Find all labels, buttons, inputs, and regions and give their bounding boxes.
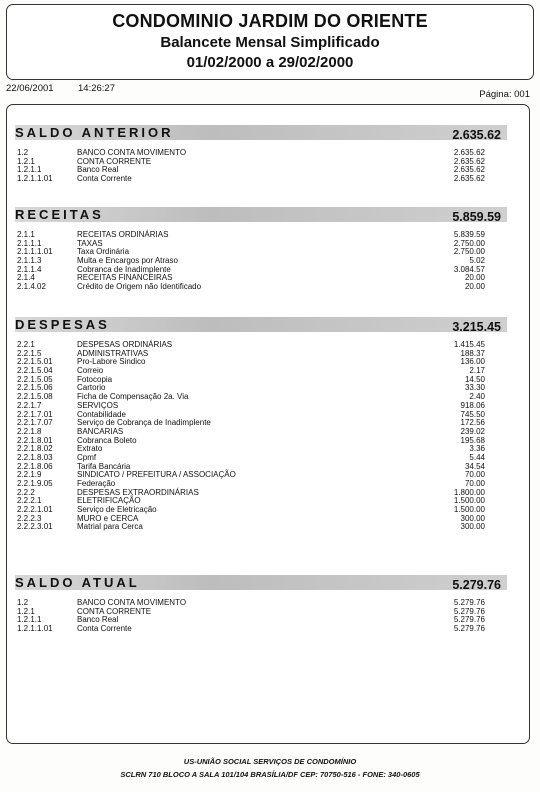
account-description: Pro-Labore Sindico [77, 357, 146, 367]
report-period: 01/02/2000 a 29/02/2000 [186, 54, 354, 71]
footer-address: SCLRN 710 BLOCO A SALA 101/104 BRASÍLIA/DF CEP: 70750-516 - FONE: 340-0605 [120, 770, 420, 779]
section-total: 5.859.59 [452, 210, 501, 224]
account-value: 5.44 [469, 452, 485, 462]
account-code: 2.2.1.5.04 [17, 366, 53, 376]
entry-list [7, 149, 529, 184]
section-total: 3.215.45 [452, 320, 501, 334]
account-description: Federação [77, 479, 116, 488]
account-value: 1.500.00 [453, 496, 485, 506]
account-description: DESPESAS EXTRAORDINÁRIAS [77, 487, 199, 497]
account-code: 2.2.1.9 [17, 470, 42, 480]
account-description: Conta Corrente [77, 624, 132, 634]
account-description: Cartorio [77, 383, 106, 393]
account-value: 70.00 [464, 470, 485, 480]
account-code: 2.2.1.5.01 [17, 357, 53, 367]
account-code: 2.1.1.3 [17, 256, 42, 266]
account-value: 2.750.00 [453, 238, 485, 248]
account-description: Banco Real [77, 615, 119, 625]
report-title: CONDOMINIO JARDIM DO ORIENTE [112, 11, 428, 31]
account-value: 2.17 [469, 366, 485, 376]
account-value: 2.40 [469, 392, 485, 402]
section-total: 5.279.76 [452, 578, 501, 592]
account-description: Extrato [77, 444, 103, 454]
account-code: 2.2.1.5.06 [17, 383, 53, 393]
account-code: 1.2.1.1.01 [17, 174, 53, 184]
account-value: 3.084.57 [453, 264, 485, 274]
account-value: 5.279.76 [453, 615, 485, 625]
account-description: Ficha de Compensação 2a. Via [77, 392, 189, 402]
section-title: RECEITAS [15, 207, 104, 222]
account-value: 1.500.00 [453, 505, 485, 515]
account-value: 5.279.76 [453, 606, 485, 616]
account-description: BANCARIAS [77, 426, 124, 436]
account-description: Conta Corrente [77, 174, 132, 184]
account-description: BANCO CONTA MOVIMENTO [77, 598, 187, 607]
account-code: 2.2.1 [17, 340, 35, 349]
account-description: BANCO CONTA MOVIMENTO [77, 148, 187, 157]
account-value: 2.635.62 [453, 174, 485, 184]
section-total: 2.635.62 [452, 128, 501, 142]
account-code: 2.2.1.5 [17, 348, 42, 358]
section-title: SALDO ATUAL [15, 575, 140, 590]
account-code: 2.2.1.7 [17, 400, 42, 410]
account-code: 2.2.1.8.03 [17, 452, 53, 462]
account-description: CONTA CORRENTE [77, 156, 152, 166]
entry-list [7, 599, 529, 634]
account-description: Cobranca de Inadimplente [77, 264, 171, 274]
account-description: ELETRIFICAÇÃO [77, 496, 141, 506]
account-code: 1.2.1 [17, 156, 35, 166]
account-code: 2.1.1.1.01 [17, 247, 53, 257]
account-code: 2.2.1.7.01 [17, 409, 53, 419]
account-code: 2.1.1 [17, 230, 35, 239]
print-time: 14:26:27 [78, 83, 115, 94]
account-code: 2.1.4.02 [17, 282, 46, 292]
account-description: DESPESAS ORDINÁRIAS [77, 340, 173, 349]
account-description: Cobranca Boleto [77, 435, 137, 445]
table-row [7, 523, 529, 532]
account-value: 300.00 [460, 513, 485, 523]
account-description: ADMINISTRATIVAS [77, 348, 149, 358]
account-code: 2.2.2.1 [17, 496, 42, 506]
account-description: RECEITAS ORDINÁRIAS [77, 230, 169, 239]
account-code: 2.2.2.3 [17, 513, 42, 523]
account-description: Contabilidade [77, 409, 126, 419]
section-title: SALDO ANTERIOR [15, 125, 174, 140]
account-value: 5.279.76 [453, 624, 485, 634]
account-value: 34.54 [464, 461, 485, 471]
account-code: 2.2.1.5.08 [17, 392, 53, 402]
footer-company: US-UNIÃO SOCIAL SERVIÇOS DE CONDOMÍNIO [183, 757, 357, 766]
account-value: 136.00 [460, 357, 485, 367]
balance-sheet-body [6, 104, 530, 744]
account-code: 2.2.2 [17, 487, 35, 497]
account-value: 14.50 [464, 374, 485, 384]
account-value: 20.00 [464, 282, 485, 292]
account-code: 2.2.1.7.07 [17, 418, 53, 428]
table-row [7, 283, 529, 292]
account-code: 2.2.1.9.05 [17, 479, 53, 488]
table-row [7, 625, 529, 634]
account-value: 5.279.76 [453, 598, 485, 607]
account-description: Serviço de Cobrança de Inadimplente [77, 418, 211, 428]
print-date: 22/06/2001 [6, 83, 54, 94]
account-value: 239.02 [460, 426, 485, 436]
report-subtitle: Balancete Mensal Simplificado [160, 34, 380, 51]
account-value: 5.839.59 [453, 230, 485, 239]
account-code: 1.2.1 [17, 606, 35, 616]
account-code: 2.2.1.8.02 [17, 444, 53, 454]
account-description: Fotocopia [77, 374, 113, 384]
account-code: 2.2.1.8 [17, 426, 42, 436]
account-code: 2.2.2.1.01 [17, 505, 53, 515]
table-row [7, 175, 529, 184]
entry-list [7, 231, 529, 292]
account-description: SINDICATO / PREFEITURA / ASSOCIAÇÃO [77, 470, 236, 480]
account-description: CONTA CORRENTE [77, 606, 152, 616]
account-code: 2.1.4 [17, 273, 35, 283]
section-title: DESPESAS [15, 317, 110, 332]
account-code: 1.2 [17, 598, 29, 607]
account-description: TAXAS [77, 238, 103, 248]
report-header [6, 4, 534, 80]
account-description: Tarifa Bancária [77, 461, 131, 471]
account-description: Matrial para Cerca [77, 522, 143, 532]
account-description: Crédito de Origem não Identificado [77, 282, 202, 292]
account-value: 918.06 [460, 400, 485, 410]
account-description: Serviço de Eletricação [77, 505, 157, 515]
account-code: 2.1.1.4 [17, 264, 42, 274]
account-description: Correio [77, 366, 104, 376]
page-number: Página: 001 [479, 89, 530, 100]
account-description: RECEITAS FINANCEIRAS [77, 273, 173, 283]
account-value: 5.02 [469, 256, 485, 266]
account-value: 33.30 [464, 383, 485, 393]
account-code: 2.1.1.1 [17, 238, 42, 248]
account-value: 2.635.62 [453, 165, 485, 175]
account-value: 300.00 [460, 522, 485, 532]
account-code: 1.2 [17, 148, 29, 157]
account-description: Taxa Ordinária [77, 247, 130, 257]
account-value: 70.00 [464, 479, 485, 488]
account-value: 2.750.00 [453, 247, 485, 257]
account-code: 2.2.1.8.06 [17, 461, 53, 471]
account-code: 1.2.1.1 [17, 165, 42, 175]
entry-list [7, 341, 529, 532]
account-code: 1.2.1.1 [17, 615, 42, 625]
account-description: SERVIÇOS [77, 400, 119, 410]
account-code: 2.2.1.8.01 [17, 435, 53, 445]
account-value: 1.800.00 [453, 487, 485, 497]
account-code: 2.2.2.3.01 [17, 522, 53, 532]
account-code: 1.2.1.1.01 [17, 624, 53, 634]
account-value: 2.635.62 [453, 156, 485, 166]
account-description: Multa e Encargos por Atraso [77, 256, 178, 266]
account-value: 2.635.62 [453, 148, 485, 157]
account-code: 2.2.1.5.05 [17, 374, 53, 384]
account-description: Banco Real [77, 165, 119, 175]
account-value: 1.415.45 [453, 340, 485, 349]
account-value: 745.50 [460, 409, 485, 419]
account-value: 20.00 [464, 273, 485, 283]
account-value: 195.68 [460, 435, 485, 445]
account-value: 188.37 [460, 348, 485, 358]
account-description: MURO e CERCA [77, 513, 139, 523]
account-value: 3.36 [469, 444, 485, 454]
account-description: Cpmf [77, 452, 97, 462]
account-value: 172.56 [460, 418, 485, 428]
